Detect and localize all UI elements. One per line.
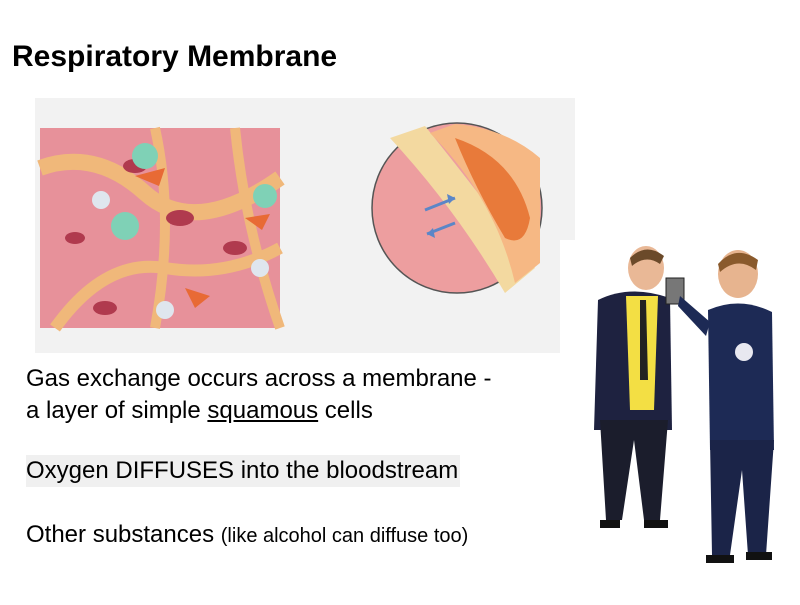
gas-exchange-line2-start: a layer of simple [26,397,208,424]
squamous-term: squamous [207,397,319,424]
bullet-gas-exchange [26,363,492,427]
alveoli-tissue-illustration [40,128,280,328]
membrane-cross-section-illustration [372,123,542,293]
bullet-oxygen-diffuses: Oxygen DIFFUSES into the bloodstream [26,455,460,487]
photo-svg [560,240,800,600]
slide-title: Respiratory Membrane [12,40,338,73]
bullet-other-substances [26,519,468,552]
respiratory-membrane-figure [35,98,575,353]
other-substances-note: (like alcohol can diffuse too) [220,525,469,547]
breathalyzer-test-photo [560,240,800,600]
other-substances-main: Other substances [26,521,221,548]
gas-exchange-line1: Gas exchange occurs across a membrane - [26,365,492,392]
gas-exchange-line2-end: cells [318,397,373,424]
figure-svg [35,98,575,353]
